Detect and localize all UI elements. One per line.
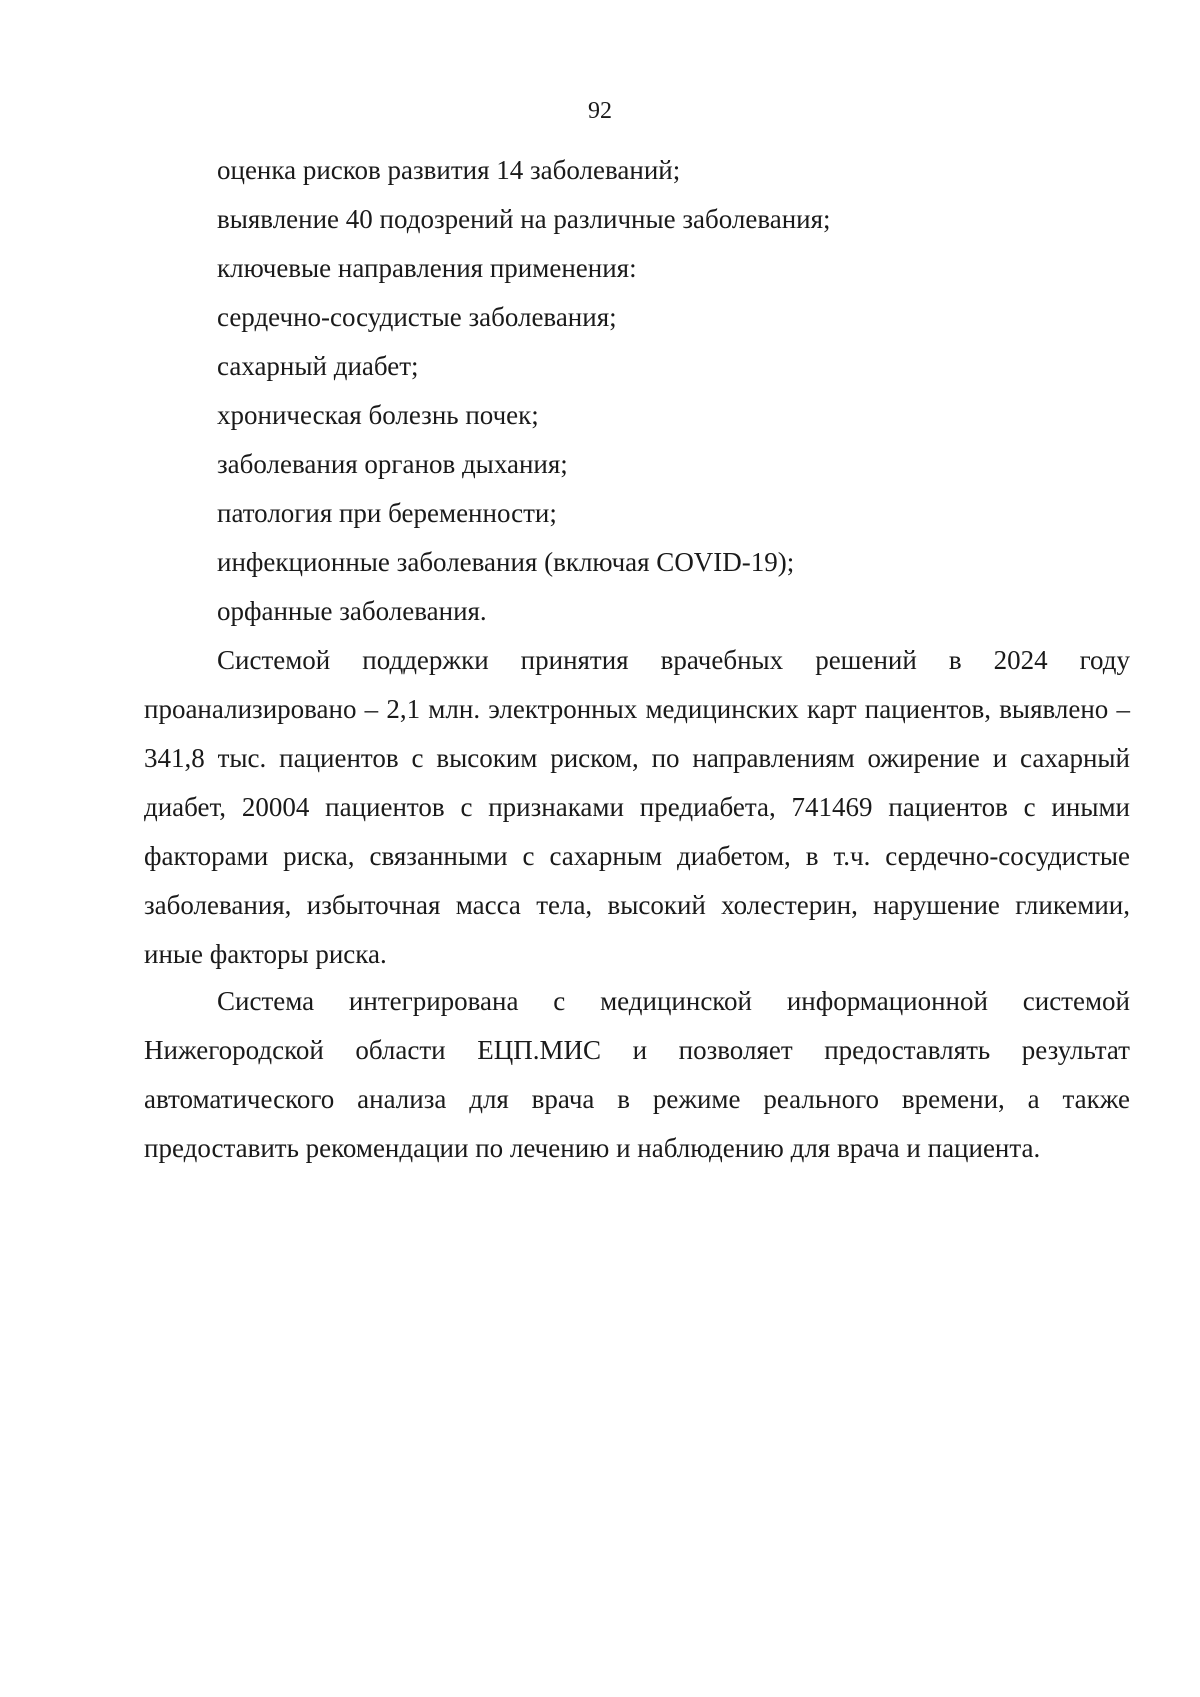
- list-item: выявление 40 подозрений на различные заболевания;: [217, 204, 831, 234]
- list-item: сердечно-сосудистые заболевания;: [217, 302, 617, 332]
- list-item: хроническая болезнь почек;: [217, 400, 539, 430]
- list-item: орфанные заболевания.: [217, 596, 487, 626]
- list-item: оценка рисков развития 14 заболеваний;: [217, 155, 681, 185]
- list-item: инфекционные заболевания (включая COVID-19);: [217, 547, 795, 577]
- paragraph-decision-support-stats: Системой поддержки принятия врачебных решений в 2024 году проанализировано – 2,1 млн. электронных медицинских карт пациентов, выявлено –341,8 тыс. пациентов с высоким риском, по направлениям ожирение и сахарный диабет, 20004 пациентов с признаками предиабета, 741469 пациентов с иными факторами риска, связанными с сахарным диабетом, в т.ч. сердечно-сосудистые заболевания, избыточная масса тела, высокий холестерин, нарушение гликемии, иные факторы риска.: [144, 645, 1130, 969]
- page-number: 92: [588, 98, 612, 124]
- paragraph-system-integration: Система интегрирована с медицинской информационной системой Нижегородской области ЕЦП.МИС и позволяет предоставлять результат автоматического анализа для врача в режиме реального времени, а также предоставить рекомендации по лечению и наблюдению для врача и пациента.: [144, 986, 1130, 1163]
- bullet-list: [217, 146, 831, 636]
- list-item: заболевания органов дыхания;: [217, 449, 568, 479]
- list-item: патология при беременности;: [217, 498, 557, 528]
- list-item: сахарный диабет;: [217, 351, 419, 381]
- list-item: ключевые направления применения:: [217, 253, 637, 283]
